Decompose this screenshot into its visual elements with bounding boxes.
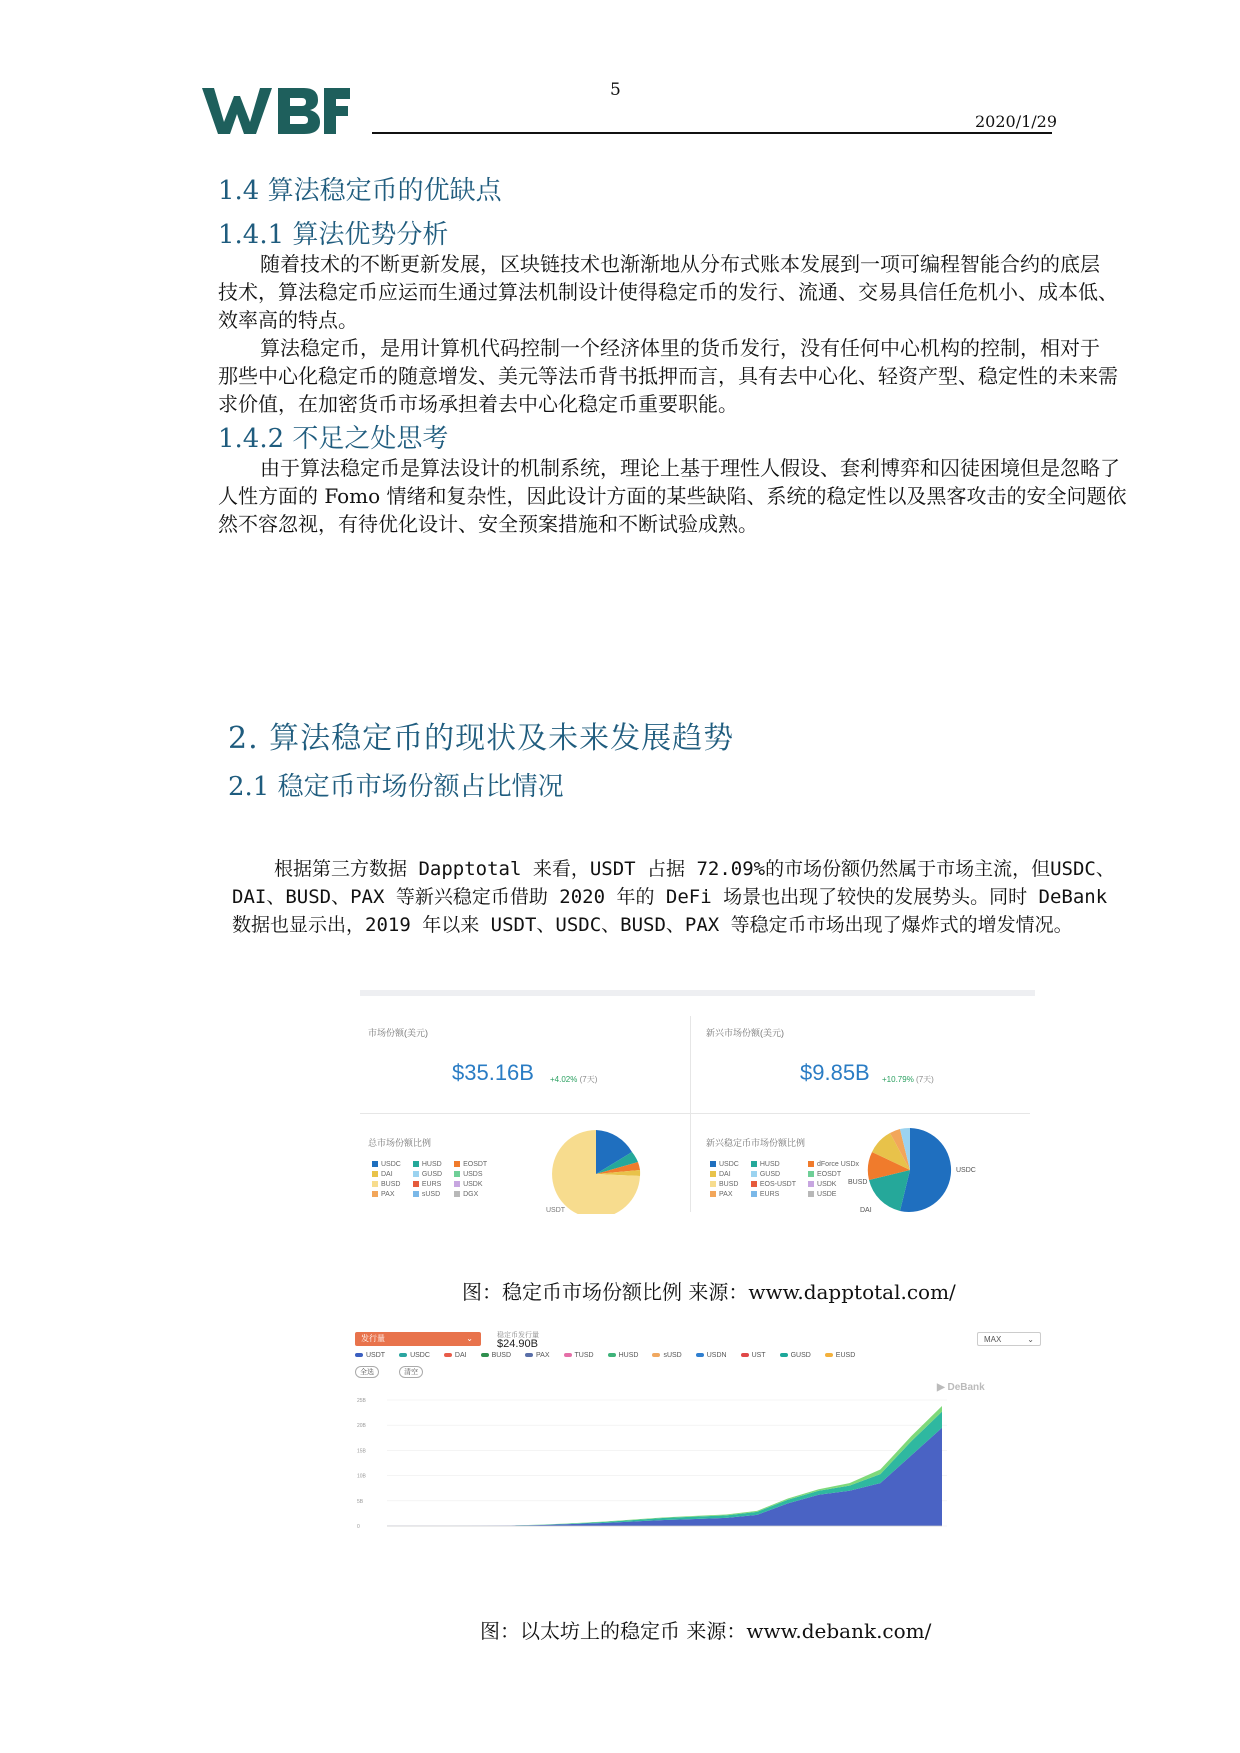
legend-item: BUSD <box>710 1181 739 1188</box>
header-date: 2020/1/29 <box>975 112 1058 131</box>
pie-label-busd: BUSD <box>848 1179 868 1186</box>
debank-logo-icon: ▶ <box>937 1382 945 1393</box>
change-period: (7天) <box>916 1075 934 1084</box>
legend-item[interactable] <box>399 1352 430 1359</box>
legend-item: GUSD <box>413 1171 442 1178</box>
legend-item: GUSD <box>751 1171 796 1178</box>
paragraph-1-4-2 <box>218 454 1138 538</box>
legend-label: USDN <box>706 1352 727 1359</box>
market-share-figure <box>360 990 1035 1218</box>
total-pie-legend <box>372 1161 487 1198</box>
y-tick-label: 5B <box>357 1498 364 1505</box>
total-pie-title: 总市场份额比例 <box>368 1138 432 1148</box>
legend-item[interactable] <box>780 1352 811 1359</box>
pie-label-usdc: USDC <box>956 1167 976 1174</box>
legend-label: USDT <box>366 1352 386 1359</box>
total-supply-value: $24.90B <box>497 1338 538 1350</box>
legend-item: PAX <box>710 1191 739 1198</box>
panel-divider <box>690 1016 691 1212</box>
wbf-logo <box>200 82 350 140</box>
legend-item[interactable] <box>525 1352 550 1359</box>
y-tick-label: 15B <box>357 1448 366 1455</box>
debank-figure <box>347 1330 1047 1555</box>
legend-item: DGX <box>454 1191 487 1198</box>
legend-label: sUSD <box>663 1352 682 1359</box>
paragraph-text: 根据第三方数据 Dapptotal 来看，USDT 占据 72.09%的市场份额仍然属于市场主流，但USDC、DAI、BUSD、PAX 等新兴稳定币借助 2020 年的 DeFi 场景也出现了较快的发展势头。同时 DeBank 数据也显示出，2019 年以来 USDT、USDC、BUSD、PAX 等稳定币市场出现了爆炸式的增发情况。 <box>232 858 1115 936</box>
legend-item[interactable] <box>608 1352 639 1359</box>
panel-divider <box>360 1113 1030 1114</box>
total-market-label: 市场份额(美元) <box>368 1028 428 1038</box>
legend-label: EUSD <box>835 1352 856 1359</box>
pie-label-dai: DAI <box>860 1207 872 1214</box>
pie-label-usdt: USDT <box>546 1207 566 1214</box>
legend-item: BUSD <box>372 1181 401 1188</box>
legend-item: EOSDT <box>808 1171 859 1178</box>
chevron-down-icon: ⌄ <box>466 1334 473 1343</box>
legend-item: USDK <box>454 1181 487 1188</box>
range-select-label: MAX <box>984 1335 1002 1344</box>
change-percent: +10.79% <box>882 1075 914 1084</box>
legend-item: sUSD <box>413 1191 442 1198</box>
paragraph-text: 由于算法稳定币是算法设计的机制系统，理论上基于理性人假设、套利博弈和囚徒困境但是忽略了人性方面的 Fomo 情绪和复杂性，因此设计方面的某些缺陷、系统的稳定性以及黑客攻击的安全问题依然不容忽视，有待优化设计、安全预案措施和不断试验成熟。 <box>218 456 1127 536</box>
figure2-caption: 图：以太坊上的稳定币 来源：www.debank.com/ <box>480 1619 932 1643</box>
legend-item: USDC <box>372 1161 401 1168</box>
legend-item[interactable] <box>355 1352 385 1359</box>
total-market-value: $35.16B <box>452 1060 534 1085</box>
heading-1-4-1: 1.4.1 算法优势分析 <box>218 220 449 250</box>
legend-item: USDS <box>454 1171 487 1178</box>
emerging-pie-legend <box>710 1161 859 1198</box>
emerging-market-label: 新兴市场份额(美元) <box>706 1028 784 1038</box>
legend-item: HUSD <box>413 1161 442 1168</box>
legend-item: DAI <box>372 1171 401 1178</box>
paragraph-1-4-1-a <box>218 250 1118 334</box>
heading-1-4-2: 1.4.2 不足之处思考 <box>218 424 449 454</box>
paragraph-2-1 <box>232 855 1127 939</box>
legend-label: HUSD <box>618 1352 639 1359</box>
total-market-change <box>550 1074 597 1085</box>
y-tick-label: 0 <box>357 1524 360 1530</box>
page-number: 5 <box>610 80 621 100</box>
debank-brand: DeBank <box>947 1382 985 1393</box>
legend-label: GUSD <box>790 1352 811 1359</box>
legend-item[interactable] <box>741 1352 766 1359</box>
metric-dropdown[interactable] <box>355 1332 481 1346</box>
emerging-pie-chart <box>848 1124 988 1214</box>
legend-item[interactable] <box>696 1352 727 1359</box>
total-pie-chart <box>540 1126 650 1214</box>
emerging-market-change <box>882 1074 934 1085</box>
y-tick-label: 25B <box>357 1398 366 1404</box>
legend-item: USDK <box>808 1181 859 1188</box>
legend-item[interactable] <box>481 1352 511 1359</box>
legend-item: PAX <box>372 1191 401 1198</box>
chevron-down-icon: ⌄ <box>1027 1335 1034 1344</box>
legend-label: UST <box>751 1352 766 1359</box>
heading-2: 2. 算法稳定币的现状及未来发展趋势 <box>228 721 735 756</box>
legend-label: DAI <box>454 1352 467 1359</box>
heading-1-4: 1.4 算法稳定币的优缺点 <box>218 176 502 206</box>
y-tick-label: 10B <box>357 1473 366 1480</box>
header-rule <box>372 132 1052 134</box>
y-tick-label: 20B <box>357 1423 366 1430</box>
heading-2-1: 2.1 稳定币市场份额占比情况 <box>228 772 564 802</box>
paragraph-text: 随着技术的不断更新发展，区块链技术也渐渐地从分布式账本发展到一项可编程智能合约的底层技术，算法稳定币应运而生通过算法机制设计使得稳定币的发行、流通、交易具信任危机小、成本低、效率高的特点。 <box>218 252 1118 332</box>
figure1-caption: 图：稳定币市场份额比例 来源：www.dapptotal.com/ <box>462 1280 956 1304</box>
legend-label: PAX <box>536 1352 550 1359</box>
legend-item: EURS <box>751 1191 796 1198</box>
emerging-pie-title: 新兴稳定币市场份额比例 <box>706 1138 806 1148</box>
area-series-usdt <box>387 1428 942 1526</box>
change-percent: +4.02% <box>550 1075 578 1084</box>
total-supply-label: 稳定币发行量 <box>497 1332 539 1339</box>
area-chart <box>347 1390 1047 1555</box>
legend-item: EOS-USDT <box>751 1181 796 1188</box>
legend-item: dForce USDx <box>808 1161 859 1168</box>
legend-item[interactable] <box>652 1352 681 1359</box>
legend-item: USDE <box>808 1191 859 1198</box>
legend-item[interactable] <box>825 1352 855 1359</box>
legend-item: EURS <box>413 1181 442 1188</box>
legend-item[interactable] <box>564 1352 594 1359</box>
change-period: (7天) <box>579 1075 598 1084</box>
legend-item: DAI <box>710 1171 739 1178</box>
legend-item: HUSD <box>751 1161 796 1168</box>
paragraph-1-4-1-b <box>218 334 1118 418</box>
legend-item[interactable] <box>444 1352 467 1359</box>
series-legend <box>355 1352 1045 1359</box>
select-all-button[interactable]: 全选 <box>355 1366 379 1378</box>
paragraph-text: 算法稳定币，是用计算机代码控制一个经济体里的货币发行，没有任何中心机构的控制，相对于那些中心化稳定币的随意增发、美元等法币背书抵押而言，具有去中心化、轻资产型、稳定性的未来需求价值，在加密货币市场承担着去中心化稳定币重要职能。 <box>218 336 1118 416</box>
clear-button[interactable]: 清空 <box>399 1366 423 1378</box>
legend-item: EOSDT <box>454 1161 487 1168</box>
legend-label: BUSD <box>491 1352 512 1359</box>
metric-dropdown-label: 发行量 <box>361 1334 385 1343</box>
legend-label: USDC <box>410 1352 430 1359</box>
legend-label: TUSD <box>574 1352 594 1359</box>
legend-item: USDC <box>710 1161 739 1168</box>
emerging-market-value: $9.85B <box>800 1060 870 1085</box>
range-select[interactable] <box>977 1332 1041 1346</box>
